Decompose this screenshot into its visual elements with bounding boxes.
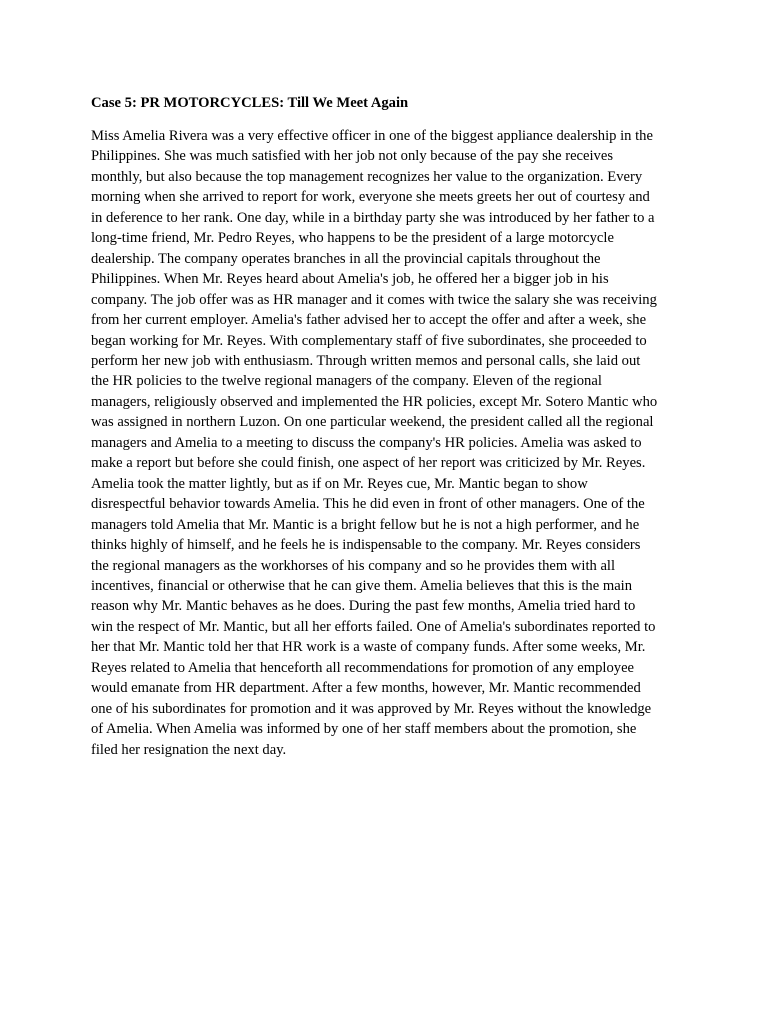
paragraph-line: Amelia took the matter lightly, but as if on Mr. Reyes cue, Mr. Mantic began to show [91, 475, 588, 492]
paragraph-line: would emanate from HR department. After a few months, however, Mr. Mantic recommended [91, 680, 641, 697]
paragraph-line: incentives, financial or otherwise that he can give them. Amelia believes that this is the main [91, 577, 633, 594]
case-body-paragraph [91, 126, 686, 760]
paragraph-line: Reyes related to Amelia that henceforth all recommendations for promotion of any employee [91, 659, 635, 676]
paragraph-line: morning when she arrived to report for work, everyone she meets greets her out of courtesy and [91, 189, 650, 206]
paragraph-line: monthly, but also because the top management recognizes her value to the organization. Every [91, 168, 643, 185]
paragraph-line: perform her new job with enthusiasm. Through written memos and personal calls, she laid out [91, 352, 641, 369]
paragraph-line: managers and Amelia to a meeting to discuss the company's HR policies. Amelia was asked to [91, 434, 642, 451]
paragraph-line: Philippines. She was much satisfied with her job not only because of the pay she receives [91, 148, 614, 165]
paragraph-line: win the respect of Mr. Mantic, but all her efforts failed. One of Amelia's subordinates reported to [91, 618, 656, 635]
paragraph-line: the HR policies to the twelve regional managers of the company. Eleven of the regional [91, 373, 602, 390]
paragraph-line: company. The job offer was as HR manager and it comes with twice the salary she was receiving [91, 291, 657, 308]
paragraph-line: managers, religiously observed and implemented the HR policies, except Mr. Sotero Mantic who [91, 393, 658, 410]
paragraph-line: disrespectful behavior towards Amelia. This he did even in front of other managers. One of the [91, 496, 645, 513]
paragraph-line: reason why Mr. Mantic behaves as he does. During the past few months, Amelia tried hard to [91, 598, 636, 615]
paragraph-line: Philippines. When Mr. Reyes heard about Amelia's job, he offered her a bigger job in his [91, 271, 609, 288]
case-title: Case 5: PR MOTORCYCLES: Till We Meet Again [91, 95, 409, 111]
paragraph-line: managers told Amelia that Mr. Mantic is a bright fellow but he is not a high performer, and he [91, 516, 640, 533]
paragraph-line: in deference to her rank. One day, while in a birthday party she was introduced by her father to a [91, 209, 655, 226]
paragraph-line: the regional managers as the workhorses of his company and so he provides them with all [91, 557, 616, 574]
paragraph-line: make a report but before she could finish, one aspect of her report was criticized by Mr. Reyes. [91, 455, 646, 472]
paragraph-line: filed her resignation the next day. [91, 741, 287, 758]
paragraph-line: thinks highly of himself, and he feels he is indispensable to the company. Mr. Reyes considers [91, 537, 641, 554]
paragraph-line: her that Mr. Mantic told her that HR work is a waste of company funds. After some weeks, Mr. [91, 639, 646, 656]
paragraph-line: one of his subordinates for promotion and it was approved by Mr. Reyes without the knowledge [91, 700, 652, 717]
paragraph-line: began working for Mr. Reyes. With complementary staff of five subordinates, she proceeded to [91, 332, 647, 349]
paragraph-line: of Amelia. When Amelia was informed by one of her staff members about the promotion, she [91, 721, 637, 738]
paragraph-line: was assigned in northern Luzon. On one particular weekend, the president called all the regional [91, 414, 654, 431]
paragraph-line: dealership. The company operates branches in all the provincial capitals throughout the [91, 250, 601, 267]
paragraph-line: from her current employer. Amelia's father advised her to accept the offer and after a week, she [91, 312, 647, 329]
paragraph-line: long-time friend, Mr. Pedro Reyes, who happens to be the president of a large motorcycle [91, 230, 614, 247]
paragraph-line: Miss Amelia Rivera was a very effective officer in one of the biggest appliance dealership in the [91, 128, 653, 144]
